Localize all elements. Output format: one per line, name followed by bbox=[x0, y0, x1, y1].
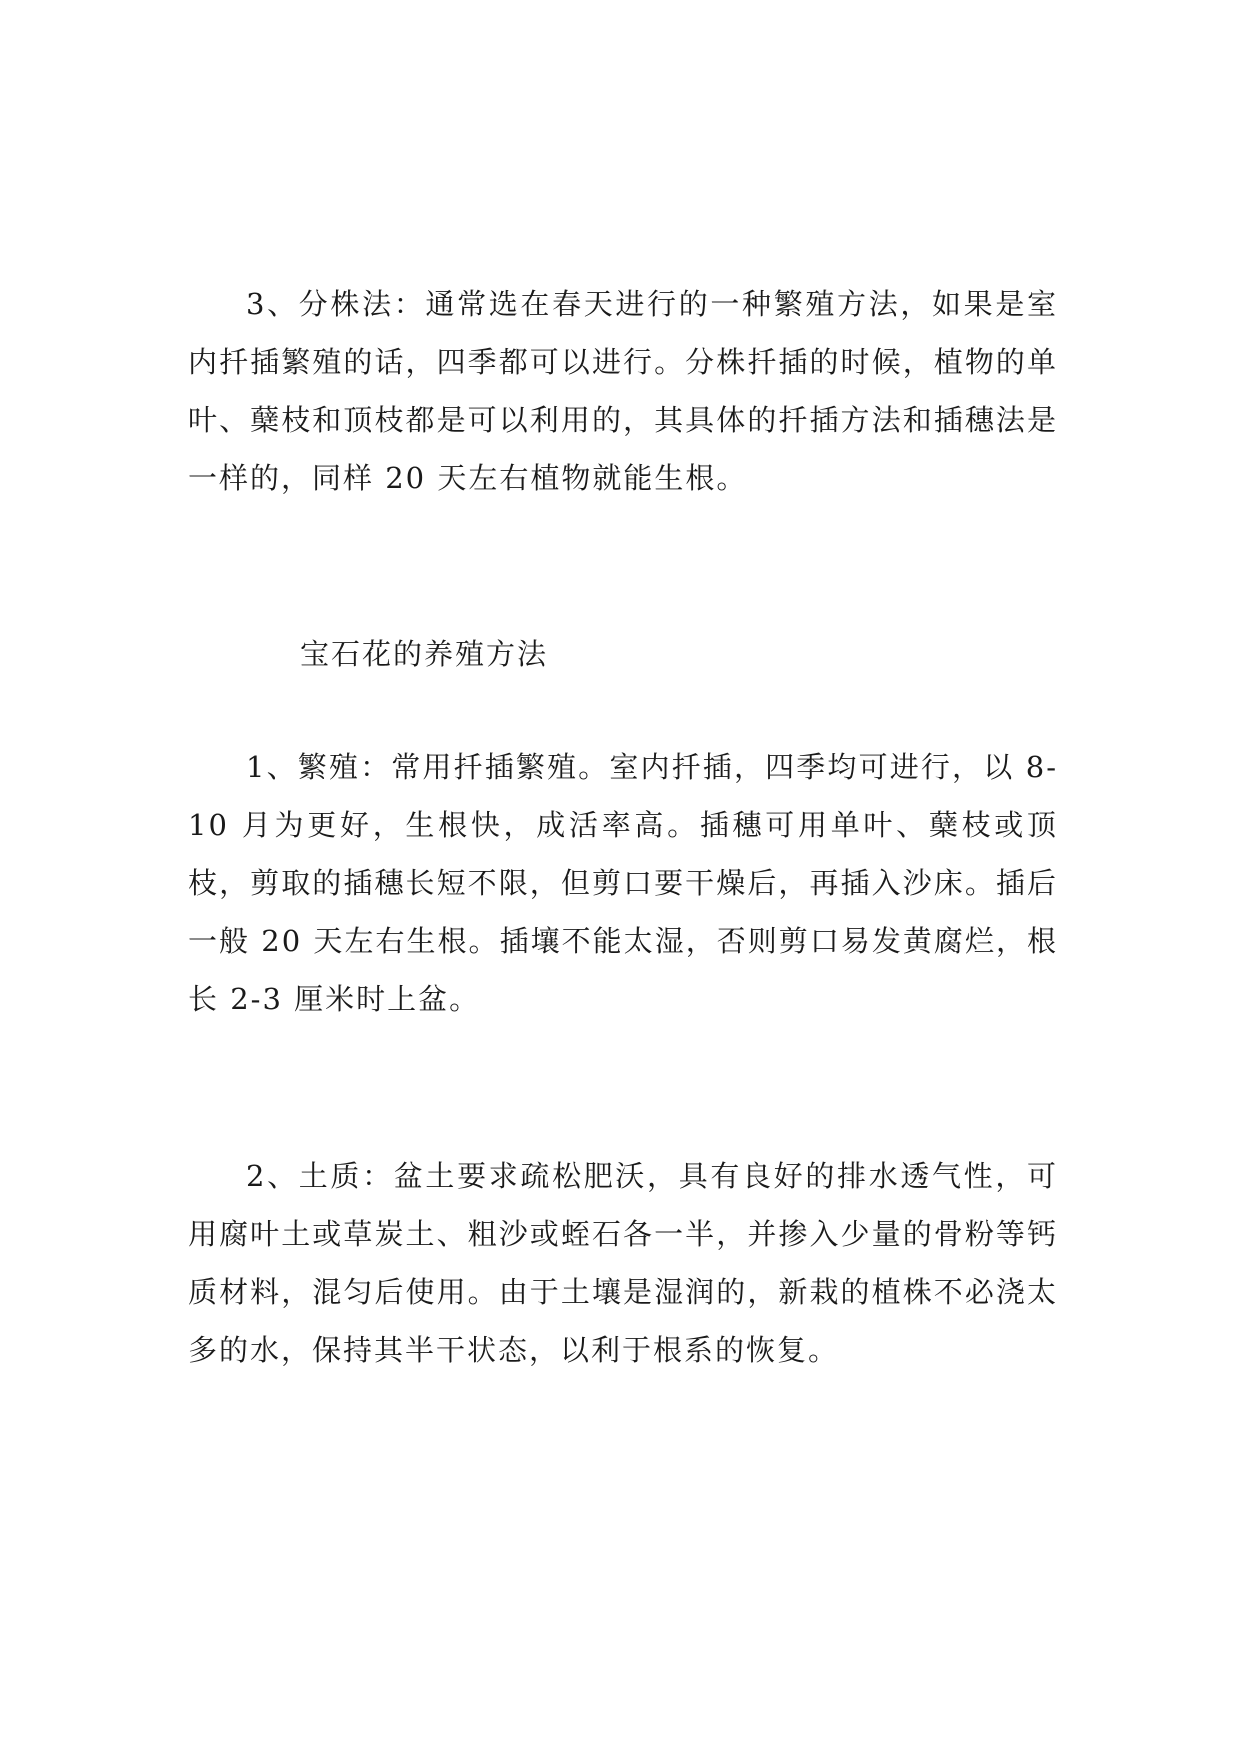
paragraph-division-method: 3、分株法：通常选在春天进行的一种繁殖方法，如果是室内扦插繁殖的话，四季都可以进行。分株扦插的时候，植物的单叶、蘖枝和顶枝都是可以利用的，其具体的扦插方法和插穗法是一样的，同样 20 天左右植物就能生根。 bbox=[188, 287, 1058, 495]
paragraph-propagation: 1、繁殖：常用扦插繁殖。室内扦插，四季均可进行，以 8-10 月为更好，生根快，成活率高。插穗可用单叶、蘖枝或顶枝，剪取的插穗长短不限，但剪口要干燥后，再插入沙床。插后一般 20 天左右生根。插壤不能太湿，否则剪口易发黄腐烂，根长 2-3 厘米时上盆。 bbox=[188, 750, 1058, 1016]
paragraph-soil: 2、土质：盆土要求疏松肥沃，具有良好的排水透气性，可用腐叶土或草炭土、粗沙或蛭石各一半，并掺入少量的骨粉等钙质材料，混匀后使用。由于土壤是湿润的，新栽的植株不必浇太多的水，保持其半干状态，以利于根系的恢复。 bbox=[188, 1159, 1058, 1367]
section-heading: 宝石花的养殖方法 bbox=[300, 637, 549, 671]
